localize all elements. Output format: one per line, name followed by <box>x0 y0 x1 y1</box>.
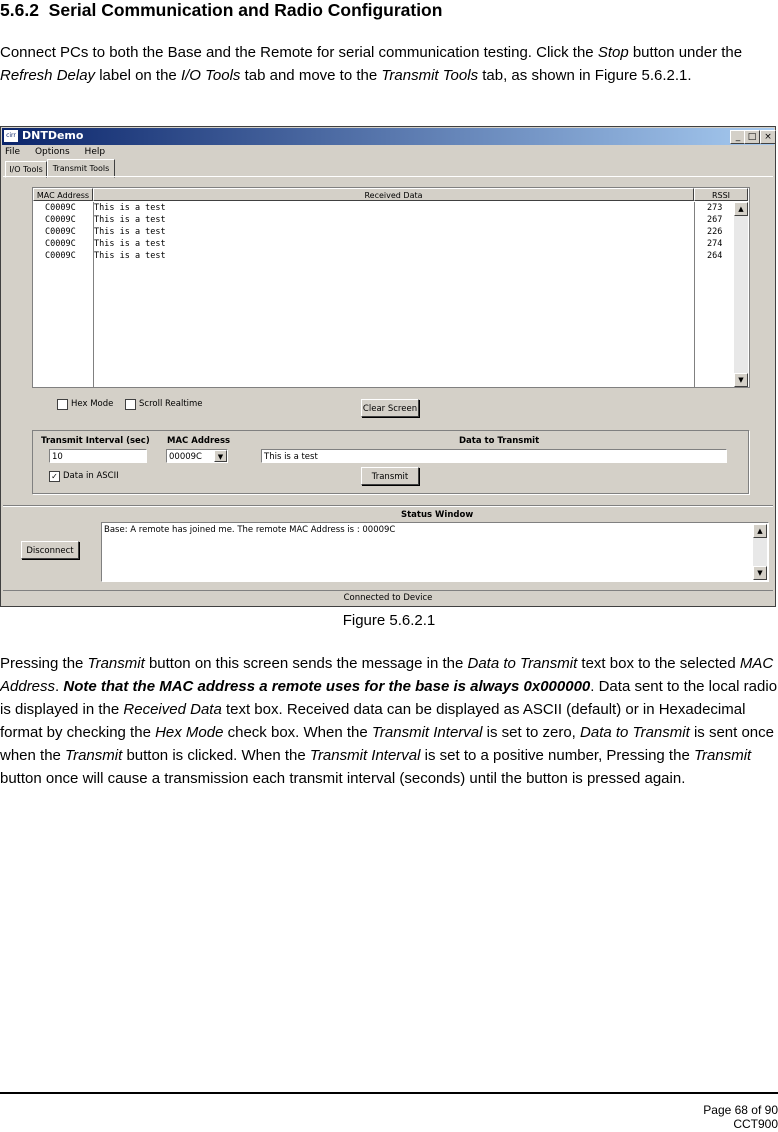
status-window-label: Status Window <box>401 510 474 520</box>
document-id: CCT900 <box>733 1117 778 1131</box>
menu-options[interactable]: Options <box>34 147 70 157</box>
table-cell: This is a test <box>94 251 166 261</box>
data-in-ascii-checkbox[interactable]: ✓ <box>49 471 60 482</box>
body-text: Pressing the <box>0 655 88 672</box>
body-text: is set to a positive number, Pressing the <box>420 747 694 764</box>
transmit-tools-term: Transmit Tools <box>381 67 479 84</box>
transmit-term: Transmit <box>87 655 145 672</box>
body-text: button is clicked. When the <box>122 747 310 764</box>
body-text: text box to the selected <box>577 655 740 672</box>
page-number: Page 68 of 90 <box>703 1103 778 1117</box>
table-cell: This is a test <box>94 227 166 237</box>
transmit-term: Transmit <box>693 747 752 764</box>
scroll-up-icon[interactable]: ▲ <box>734 202 748 216</box>
menu-file[interactable]: File <box>5 147 21 157</box>
received-data-list[interactable] <box>32 187 750 388</box>
table-cell: 274 <box>707 239 723 249</box>
data-in-ascii-label: Data in ASCII <box>63 471 119 481</box>
table-cell: This is a test <box>94 215 166 225</box>
mac-address-label: MAC Address <box>167 436 231 446</box>
list-scrollbar[interactable] <box>734 202 748 387</box>
transmit-button[interactable]: Transmit <box>361 467 419 485</box>
intro-text: tab, as shown in Figure 5.6.2.1. <box>478 67 692 84</box>
refresh-delay-term: Refresh Delay <box>0 67 96 84</box>
scroll-up-icon[interactable]: ▲ <box>753 524 767 538</box>
data-column <box>94 202 694 387</box>
transmit-term: Transmit <box>65 747 123 764</box>
table-cell: 264 <box>707 251 723 261</box>
header-mac-address[interactable]: MAC Address <box>33 188 93 201</box>
title-bar <box>2 128 774 145</box>
body-text: . Data sent to the local radio is displayed in the <box>0 678 778 718</box>
intro-text: button under the <box>628 44 743 61</box>
status-bar: Connected to Device <box>3 590 773 605</box>
intro-text: tab and move to the <box>240 67 382 84</box>
rssi-column <box>694 202 735 387</box>
clear-screen-button[interactable]: Clear Screen <box>361 399 419 417</box>
data-to-transmit-label: Data to Transmit <box>459 436 540 446</box>
scroll-down-icon[interactable]: ▼ <box>734 373 748 387</box>
table-cell: C0009C <box>45 215 76 225</box>
section-number: 5.6.2 <box>0 0 39 20</box>
close-button[interactable]: × <box>760 130 776 144</box>
mac-address-value: 00009C <box>169 452 202 462</box>
tab-io-tools[interactable]: I/O Tools <box>5 161 47 178</box>
table-cell: 267 <box>707 215 723 225</box>
status-scrollbar[interactable] <box>753 524 767 580</box>
hex-mode-term: Hex Mode <box>155 724 224 741</box>
tab-transmit-tools[interactable]: Transmit Tools <box>47 159 115 178</box>
table-cell: C0009C <box>45 203 76 213</box>
data-to-transmit-term: Data to Transmit <box>467 655 578 672</box>
received-data-term: Received Data <box>123 701 222 718</box>
body-text: check box. When the <box>223 724 372 741</box>
header-rssi[interactable]: RSSI <box>694 188 748 201</box>
io-tools-term: I/O Tools <box>180 67 241 84</box>
header-received-data[interactable]: Received Data <box>93 188 694 201</box>
section-title: Serial Communication and Radio Configuration <box>48 0 443 20</box>
data-to-transmit-input[interactable]: This is a test <box>261 449 727 463</box>
scroll-down-icon[interactable]: ▼ <box>753 566 767 580</box>
body-text: . <box>55 678 64 695</box>
section-heading <box>0 0 442 21</box>
table-cell: This is a test <box>94 203 166 213</box>
intro-paragraph <box>0 41 778 87</box>
body-text: is set to zero, <box>482 724 581 741</box>
body-text: text box. Received data can be displayed as ASCII (default) or in Hexadecimal format by checking the <box>0 701 746 741</box>
intro-text: Connect PCs to both the Base and the Remote for serial communication testing. Click the <box>0 44 598 61</box>
table-cell: 226 <box>707 227 723 237</box>
transmit-interval-label: Transmit Interval (sec) <box>41 436 150 446</box>
minimize-button[interactable]: _ <box>730 130 746 144</box>
window-title: DNTDemo <box>22 129 84 142</box>
table-cell: C0009C <box>45 227 76 237</box>
status-text: Base: A remote has joined me. The remote MAC Address is : 00009C <box>104 525 396 535</box>
scroll-realtime-checkbox[interactable] <box>125 399 136 410</box>
body-paragraph <box>0 652 778 790</box>
transmit-interval-term: Transmit Interval <box>309 747 421 764</box>
body-text: button on this screen sends the message in the <box>144 655 468 672</box>
transmit-interval-input[interactable]: 10 <box>49 449 147 463</box>
app-window-screenshot <box>0 126 776 607</box>
body-text: button once will cause a transmission each transmit interval (seconds) until the button is pressed again. <box>0 770 686 787</box>
table-cell: This is a test <box>94 239 166 249</box>
scroll-realtime-label: Scroll Realtime <box>139 399 203 409</box>
transmit-interval-term: Transmit Interval <box>371 724 483 741</box>
figure-caption: Figure 5.6.2.1 <box>342 612 436 629</box>
disconnect-button[interactable]: Disconnect <box>21 541 79 559</box>
maximize-button[interactable]: □ <box>744 130 760 144</box>
mac-address-term: MAC Address <box>0 655 774 695</box>
hex-mode-label: Hex Mode <box>71 399 114 409</box>
note-text: Note that the MAC address a remote uses for the base is always 0x000000 <box>63 678 591 695</box>
table-cell: 273 <box>707 203 723 213</box>
intro-text: label on the <box>95 67 181 84</box>
app-icon: cirr <box>4 130 18 142</box>
status-window[interactable] <box>101 522 769 582</box>
stop-term: Stop <box>597 44 629 61</box>
table-cell: C0009C <box>45 251 76 261</box>
footer-rule <box>0 1092 778 1094</box>
status-divider <box>3 505 773 506</box>
hex-mode-checkbox[interactable] <box>57 399 68 410</box>
menu-help[interactable]: Help <box>84 147 106 157</box>
mac-column <box>33 202 94 387</box>
data-to-transmit-term: Data to Transmit <box>580 724 690 741</box>
table-cell: C0009C <box>45 239 76 249</box>
chevron-down-icon[interactable]: ▼ <box>214 450 227 462</box>
body-text: is sent once when the <box>0 724 774 764</box>
